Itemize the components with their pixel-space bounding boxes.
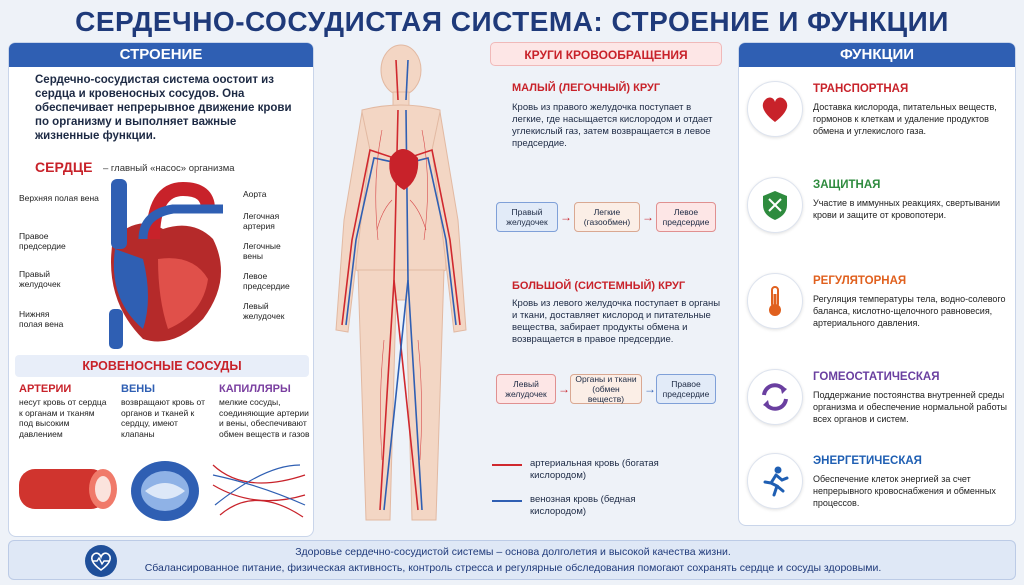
footer-banner [8, 540, 1016, 580]
label-rv: Правый желудочек [19, 269, 61, 289]
vessel-desc: мелкие сосуды, соединяющие артерии и вены, обеспечивают обмен веществ и газов [219, 397, 310, 439]
function-desc: Участие в иммунных реакциях, свертывании крови и защите от кровопотери. [813, 198, 1001, 220]
function-protective [747, 177, 1009, 257]
vessel-desc: несут кровь от сердца к органам и тканям под высоким давлением [19, 397, 107, 439]
shield-icon [747, 177, 803, 233]
box-organs: Органы и ткани (обмен веществ) [570, 374, 642, 404]
structure-header: СТРОЕНИЕ [9, 43, 313, 67]
label-pa: Легочная артерия [243, 211, 280, 231]
function-title: РЕГУЛЯТОРНАЯ [813, 275, 907, 287]
legend-venous: венозная кровь (бедная кислородом) [530, 494, 636, 517]
footer-line1: Здоровье сердечно-сосудистой системы – основа долголетия и высокой качества жизни. [295, 546, 731, 558]
small-circle-text: Кровь из правого желудочка поступает в легкие, где насыщается кислородом и отдает углекислый газ, затем возвращается в левое предсердие. [512, 102, 713, 149]
circulation-header: КРУГИ КРОВООБРАЩЕНИЯ [490, 42, 722, 66]
legend-arterial: артериальная кровь (богатая кислородом) [530, 458, 659, 481]
structure-panel [8, 42, 314, 537]
label-svc: Верхняя полая вена [19, 193, 99, 203]
heart-illustration [83, 179, 243, 349]
function-homeostatic [747, 369, 1009, 449]
label-lv: Левый желудочек [243, 301, 285, 321]
vessel-desc: возвращают кровь от органов и тканей к сердцу, имеют клапаны [121, 397, 205, 439]
functions-panel [738, 42, 1016, 526]
heart-subtitle: – главный «насос» организма [103, 163, 235, 174]
small-circle-title: МАЛЫЙ (ЛЕГОЧНЫЙ) КРУГ [512, 82, 661, 94]
box-lungs: Легкие (газообмен) [574, 202, 640, 232]
function-desc: Обеспечение клеток энергией за счет непрерывного кровоснабжения и обменных процессов. [813, 474, 996, 508]
label-la: Левое предсердие [243, 271, 290, 291]
box-left-ventricle: Левый желудочек [496, 374, 556, 404]
function-regulatory [747, 273, 1009, 353]
large-circle-text: Кровь из левого желудочка поступает в органы и ткани, доставляет кислород и питательные вещества, забирает продукты обмена и возвращается в правое предсердие. [512, 298, 721, 345]
function-title: ТРАНСПОРТНАЯ [813, 83, 909, 95]
arrow-icon: → [642, 210, 654, 224]
function-title: ЗАЩИТНАЯ [813, 179, 881, 191]
vessel-title: ВЕНЫ [121, 383, 155, 395]
legend-arterial-swatch [492, 464, 522, 466]
label-aorta: Аорта [243, 189, 267, 199]
function-desc: Доставка кислорода, питательных веществ, гормонов к клеткам и удаление продуктов обмена и углекислого газа. [813, 102, 997, 136]
cycle-icon [747, 369, 803, 425]
body-illustration [322, 40, 480, 540]
vessel-title: АРТЕРИИ [19, 383, 72, 395]
page-title: СЕРДЕЧНО-СОСУДИСТАЯ СИСТЕМА: СТРОЕНИЕ И ФУНКЦИИ [75, 6, 949, 37]
label-ivc: Нижняя полая вена [19, 309, 64, 329]
thermometer-icon [747, 273, 803, 329]
vessels-illustration [15, 455, 309, 531]
function-title: ЭНЕРГЕТИЧЕСКАЯ [813, 455, 922, 467]
vessel-capillaries [219, 383, 311, 439]
box-right-ventricle: Правый желудочек [496, 202, 558, 232]
box-right-atrium: Правое предсердие [656, 374, 716, 404]
arrow-icon: → [558, 382, 570, 396]
vessels-header: КРОВЕНОСНЫЕ СОСУДЫ [15, 355, 309, 377]
function-energy [747, 453, 1009, 523]
footer-line2: Сбалансированное питание, физическая активность, контроль стресса и регулярные обследования помогают сохранять сердце и сосуды здоровыми. [144, 562, 882, 574]
structure-intro: Сердечно-сосудистая система оостоит из сердца и кровеносных сосудов. Она обеспечивает непрерывное движение крови по организму и выполняет важные жизненные функции. [35, 74, 292, 142]
function-title: ГОМЕОСТАТИЧЕСКАЯ [813, 371, 940, 383]
circulation-panel [482, 42, 728, 537]
heart-icon [747, 81, 803, 137]
heart-title: СЕРДЦЕ [35, 159, 93, 175]
vessel-title: КАПИЛЛЯРЫ [219, 383, 291, 395]
runner-icon [747, 453, 803, 509]
legend-venous-swatch [492, 500, 522, 502]
functions-header: ФУНКЦИИ [739, 43, 1015, 67]
label-ra: Правое предсердие [19, 231, 66, 251]
arrow-icon: → [560, 210, 572, 224]
arrow-icon: → [644, 382, 656, 396]
function-desc: Поддержание постоянства внутренней среды организма и обеспечение нормальной работы всех органов и систем. [813, 390, 1007, 424]
box-left-atrium: Левое предсердие [656, 202, 716, 232]
function-transport [747, 81, 1009, 161]
function-desc: Регуляция температуры тела, водно-солевого баланса, кислотно-щелочного равновесия, артериального давления. [813, 294, 1006, 328]
vessel-veins [121, 383, 213, 439]
large-circle-title: БОЛЬШОЙ (СИСТЕМНЫЙ) КРУГ [512, 280, 686, 292]
vessel-arteries [19, 383, 111, 439]
label-pv: Легочные вены [243, 241, 281, 261]
